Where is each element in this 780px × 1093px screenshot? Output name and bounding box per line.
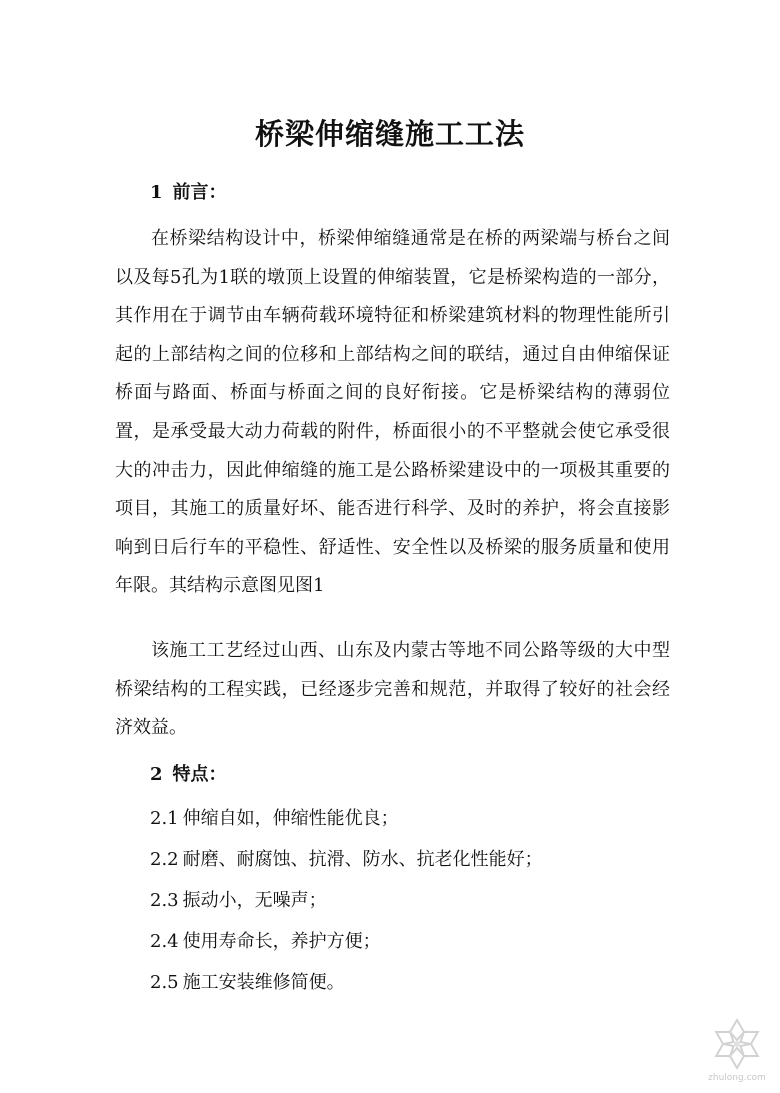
document-title: 桥梁伸缩缝施工工法 <box>254 117 525 151</box>
section-heading-text: 特点： <box>172 764 227 785</box>
item-number: 2.1 <box>150 808 179 829</box>
section-number: 2 <box>150 764 163 785</box>
list-item <box>150 927 381 957</box>
section-1-heading <box>150 178 227 208</box>
snowflake-logo-icon <box>708 1015 766 1073</box>
item-text: 伸缩自如，伸缩性能优良； <box>182 808 399 829</box>
watermark-text: zhulong.com <box>708 1073 766 1083</box>
paragraph-practice: 该施工工艺经过山西、山东及内蒙古等地不同公路等级的大中型桥梁结构的工程实践，已经逐步完善和规范，并取得了较好的社会经济效益。 <box>115 640 670 739</box>
list-item <box>150 886 327 916</box>
item-text: 使用寿命长，养护方便； <box>182 931 381 952</box>
item-number: 2.2 <box>150 849 179 870</box>
item-text: 施工安装维修简便。 <box>182 972 345 993</box>
list-item <box>150 968 345 998</box>
item-number: 2.4 <box>150 931 179 952</box>
section-heading-text: 前言： <box>172 182 227 203</box>
item-number: 2.3 <box>150 890 179 911</box>
section-number: 1 <box>150 182 163 203</box>
section-2-heading <box>150 760 227 790</box>
item-number: 2.5 <box>150 972 179 993</box>
item-text: 耐磨、耐腐蚀、抗滑、防水、抗老化性能好； <box>182 849 543 870</box>
item-text: 振动小，无噪声； <box>182 890 327 911</box>
watermark <box>708 1015 766 1085</box>
paragraph-intro: 在桥梁结构设计中，桥梁伸缩缝通常是在桥的两梁端与桥台之间以及每5孔为1联的墩顶上设置的伸缩装置，它是桥梁构造的一部分，其作用在于调节由车辆荷载环境特征和桥梁建筑材料的物理性能所引起的上部结构之间的位移和上部结构之间的联结，通过自由伸缩保证桥面与路面、桥面与桥面之间的良好衔接。它是桥梁结构的薄弱位置，是承受最大动力荷载的附件，桥面很小的不平整就会使它承受很大的冲击力，因此伸缩缝的施工是公路桥梁建设中的一项极其重要的项目，其施工的质量好坏、能否进行科学、及时的养护，将会直接影响到日后行车的平稳性、舒适性、安全性以及桥梁的服务质量和使用年限。其结构示意图见图1 <box>115 228 670 597</box>
list-item <box>150 804 399 834</box>
list-item <box>150 845 543 875</box>
